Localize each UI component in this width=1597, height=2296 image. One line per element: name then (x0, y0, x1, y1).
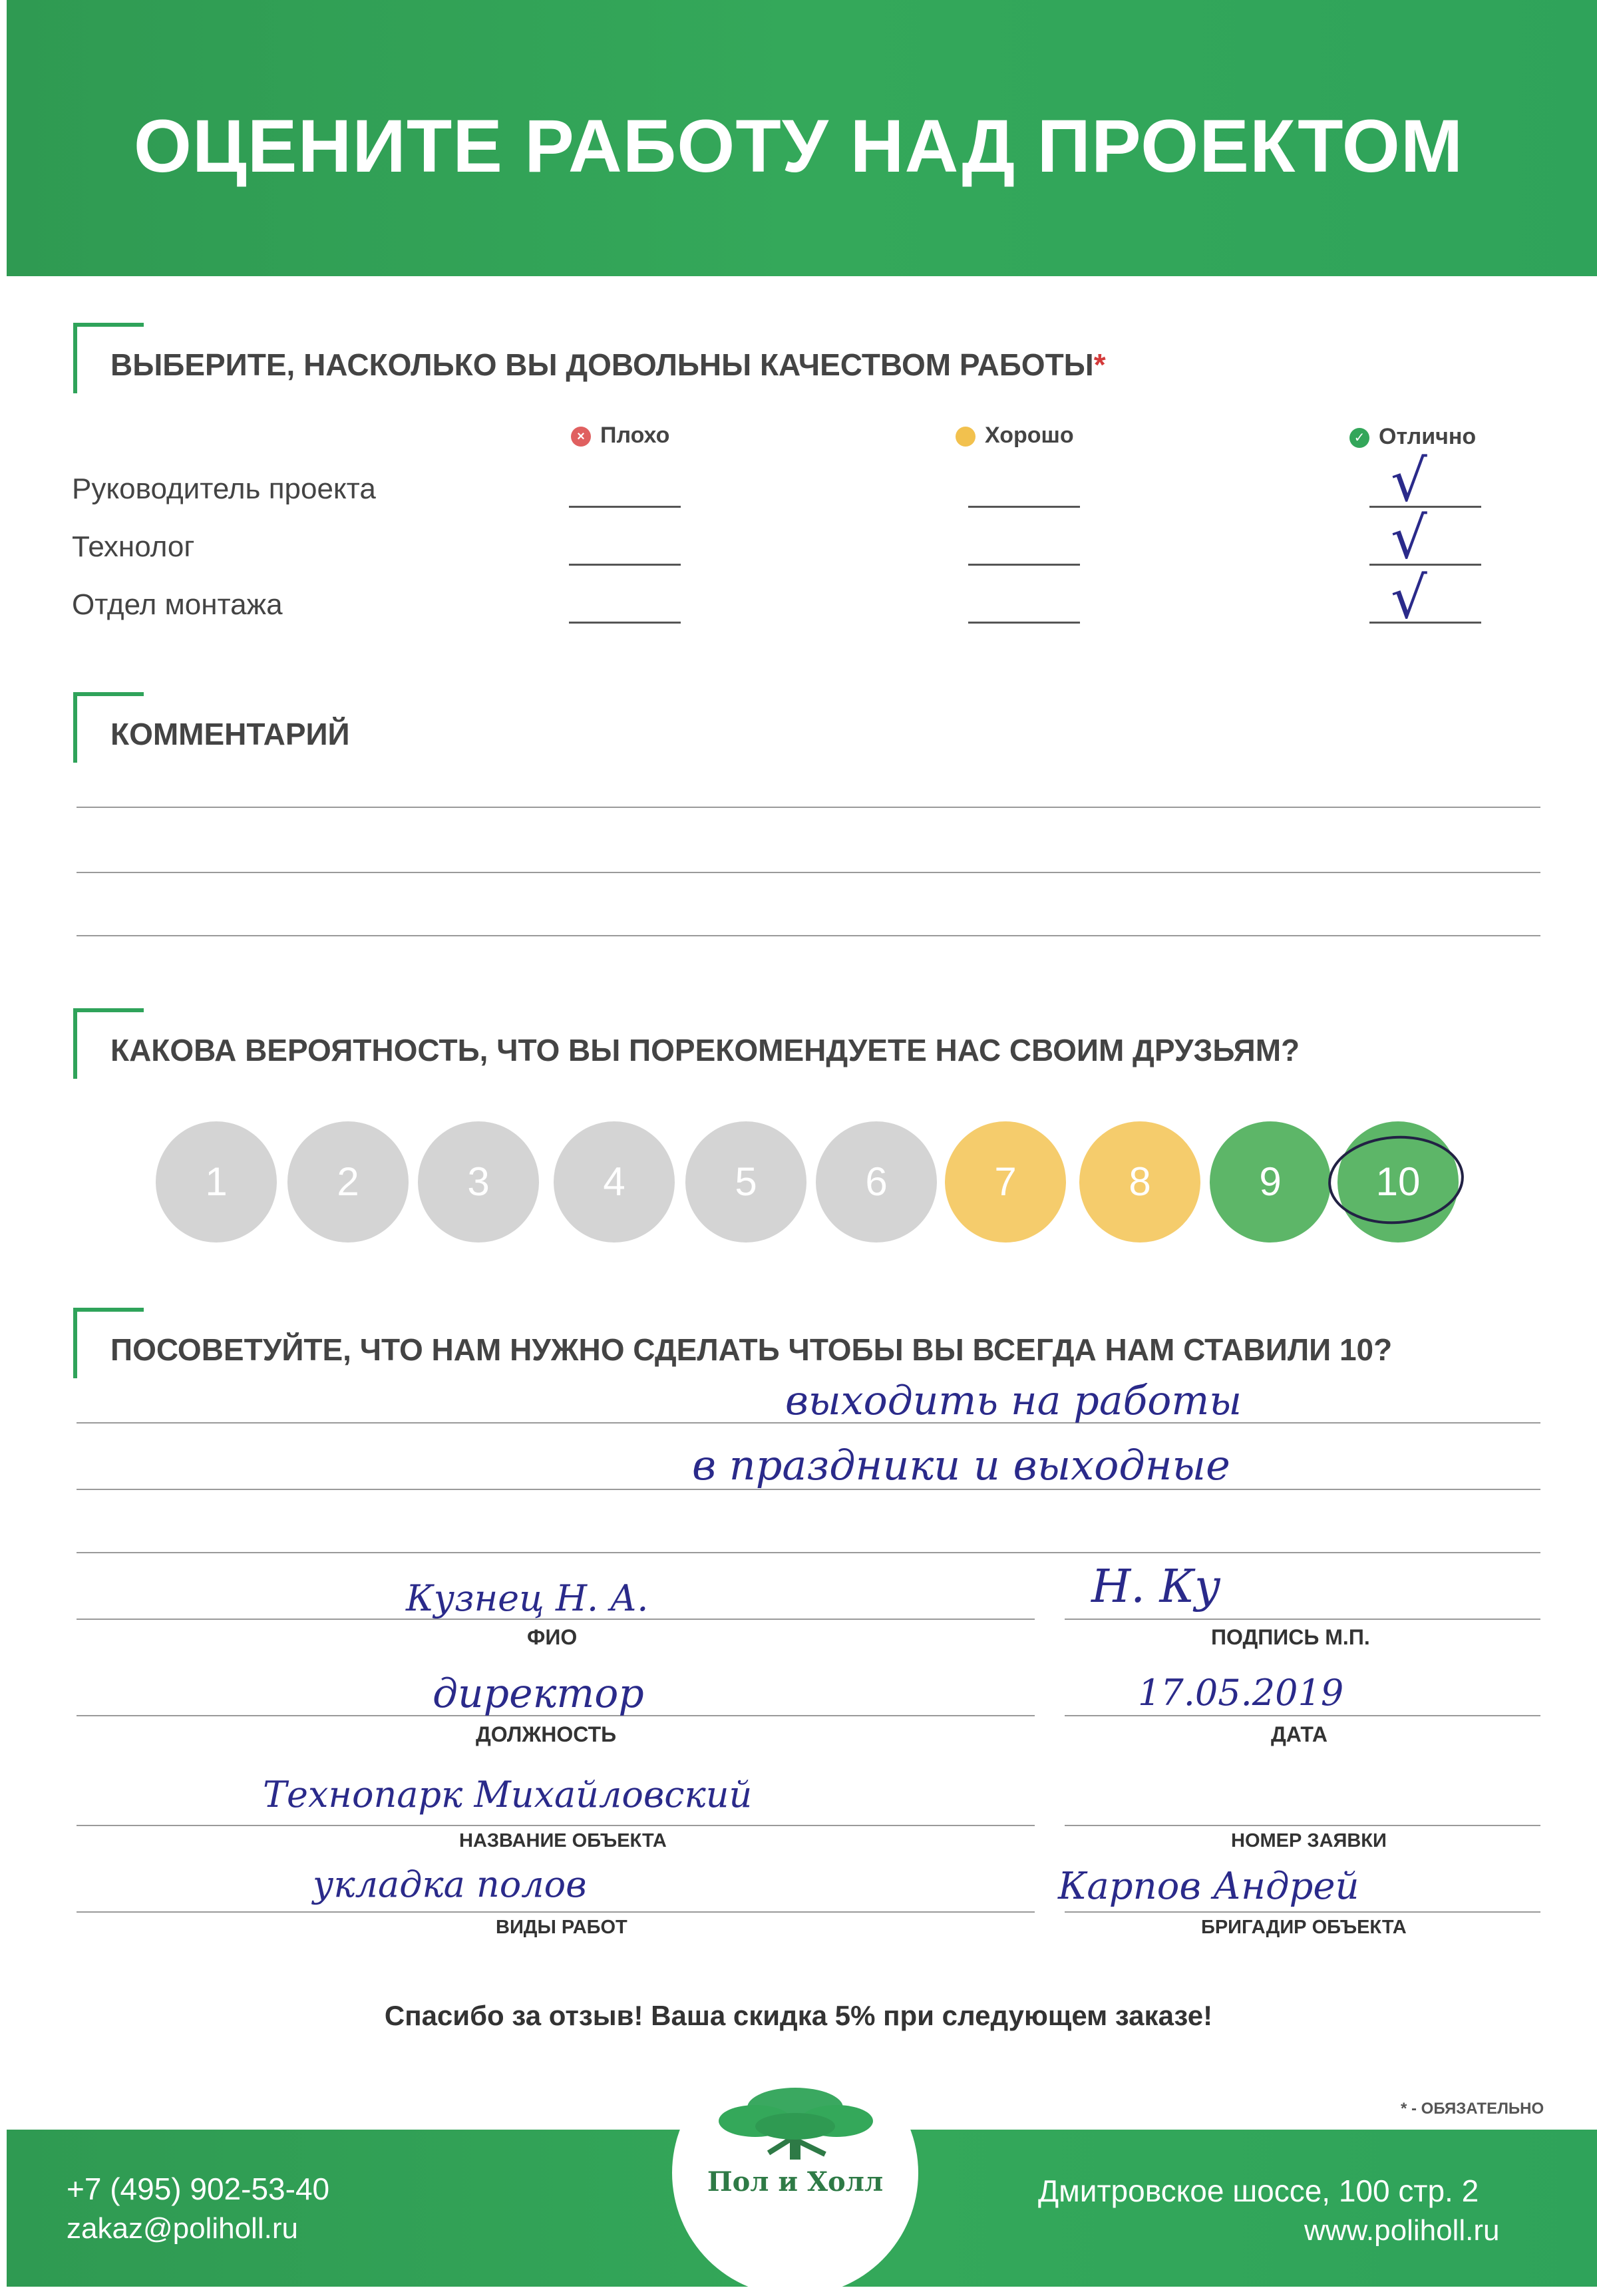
row3-bad-blank[interactable] (569, 622, 681, 624)
row2-good-blank[interactable] (968, 564, 1080, 566)
signature-line[interactable] (1065, 1619, 1540, 1620)
row1-check-mark: √ (1391, 448, 1427, 514)
nps-section-heading (73, 1008, 1504, 1081)
footer-email[interactable]: zakaz@poliholl.ru (67, 2212, 298, 2245)
works-value: укладка полов (313, 1863, 587, 1905)
row1-bad-blank[interactable] (569, 506, 681, 508)
selection-circle-mark (1324, 1118, 1484, 1238)
object-line[interactable] (77, 1825, 1035, 1826)
advice-line[interactable] (77, 1552, 1540, 1553)
bad-icon: × (571, 427, 591, 447)
row3-good-blank[interactable] (968, 622, 1080, 624)
nps-score-1[interactable]: 1 (156, 1121, 277, 1243)
nps-score-7[interactable]: 7 (945, 1121, 1066, 1243)
legend-excellent-label: Отлично (1379, 424, 1477, 449)
nps-score-10[interactable]: 10 (1337, 1121, 1459, 1243)
order-line[interactable] (1065, 1825, 1540, 1826)
signature-label: ПОДПИСЬ М.П. (1211, 1625, 1370, 1649)
comment-line[interactable] (77, 935, 1540, 936)
row-label-installation: Отдел монтажа (72, 588, 283, 621)
signature-value: Н. Ку (1091, 1561, 1221, 1613)
legend-bad (571, 423, 669, 449)
required-mark: * (1093, 347, 1106, 382)
quality-title: ВЫБЕРИТЕ, НАСКОЛЬКО ВЫ ДОВОЛЬНЫ КАЧЕСТВОМ РАБОТЫ (110, 347, 1094, 382)
nps-score-3[interactable]: 3 (418, 1121, 539, 1243)
quality-section-heading (73, 323, 1471, 396)
legend-bad-label: Плохо (600, 423, 670, 448)
comment-line[interactable] (77, 807, 1540, 808)
row1-good-blank[interactable] (968, 506, 1080, 508)
nps-score-9[interactable]: 9 (1210, 1121, 1331, 1243)
nps-score-5[interactable]: 5 (685, 1121, 806, 1243)
nps-score-8[interactable]: 8 (1079, 1121, 1200, 1243)
check-circle-icon: ✓ (1349, 428, 1369, 448)
row2-bad-blank[interactable] (569, 564, 681, 566)
fio-value: Кузнец Н. А. (406, 1577, 649, 1619)
comment-section-heading (73, 692, 872, 765)
thanks-message: Спасибо за отзыв! Ваша скидка 5% при следующем заказе! (384, 2000, 1213, 2031)
footer-address: Дмитровское шоссе, 100 стр. 2 (1038, 2174, 1479, 2208)
nps-score-6[interactable]: 6 (816, 1121, 937, 1243)
advice-answer-line2: в праздники и выходные (692, 1441, 1230, 1489)
legend-excellent (1349, 424, 1476, 450)
date-line[interactable] (1065, 1715, 1540, 1716)
advice-title: ПОСОВЕТУЙТЕ, ЧТО НАМ НУЖНО СДЕЛАТЬ ЧТОБЫ ВЫ ВСЕГДА НАМ СТАВИЛИ 10? (110, 1332, 1393, 1367)
tree-logo-icon (715, 2080, 875, 2166)
good-icon (956, 427, 976, 447)
legend-good (956, 423, 1074, 449)
required-note: * - ОБЯЗАТЕЛЬНО (1401, 2100, 1544, 2118)
foreman-line[interactable] (1065, 1911, 1540, 1913)
object-label: НАЗВАНИЕ ОБЪЕКТА (459, 1830, 667, 1851)
object-value: Технопарк Михайловский (263, 1774, 753, 1816)
logo-wordmark: Пол и Холл (707, 2166, 884, 2198)
page-title: ОЦЕНИТЕ РАБОТУ НАД ПРОЕКТОМ (133, 104, 1464, 188)
fio-label: ФИО (527, 1625, 578, 1649)
nps-title: КАКОВА ВЕРОЯТНОСТЬ, ЧТО ВЫ ПОРЕКОМЕНДУЕТЕ НАС СВОИМ ДРУЗЬЯМ? (110, 1033, 1300, 1067)
nps-score-4[interactable]: 4 (554, 1121, 675, 1243)
position-label: ДОЛЖНОСТЬ (476, 1722, 617, 1746)
advice-section-heading (73, 1308, 1504, 1381)
position-value: директор (433, 1670, 644, 1717)
comment-line[interactable] (77, 872, 1540, 873)
advice-answer-line1: выходить на работы (785, 1378, 1242, 1424)
order-label: НОМЕР ЗАЯВКИ (1231, 1830, 1387, 1851)
works-line[interactable] (77, 1911, 1035, 1913)
date-label: ДАТА (1271, 1722, 1328, 1746)
row2-check-mark: √ (1391, 505, 1427, 572)
row3-check-mark: √ (1391, 565, 1427, 632)
nps-score-2[interactable]: 2 (287, 1121, 409, 1243)
footer-site[interactable]: www.poliholl.ru (1304, 2214, 1500, 2247)
footer-phone[interactable]: +7 (495) 902-53-40 (67, 2172, 330, 2206)
row-label-project-manager: Руководитель проекта (72, 473, 376, 505)
foreman-value: Карпов Андрей (1058, 1865, 1359, 1908)
works-label: ВИДЫ РАБОТ (496, 1917, 627, 1938)
date-value: 17.05.2019 (1138, 1672, 1344, 1714)
row-label-technologist: Технолог (72, 530, 195, 563)
foreman-label: БРИГАДИР ОБЪЕКТА (1201, 1917, 1407, 1938)
legend-good-label: Хорошо (985, 423, 1074, 448)
comment-title: КОММЕНТАРИЙ (110, 717, 350, 751)
